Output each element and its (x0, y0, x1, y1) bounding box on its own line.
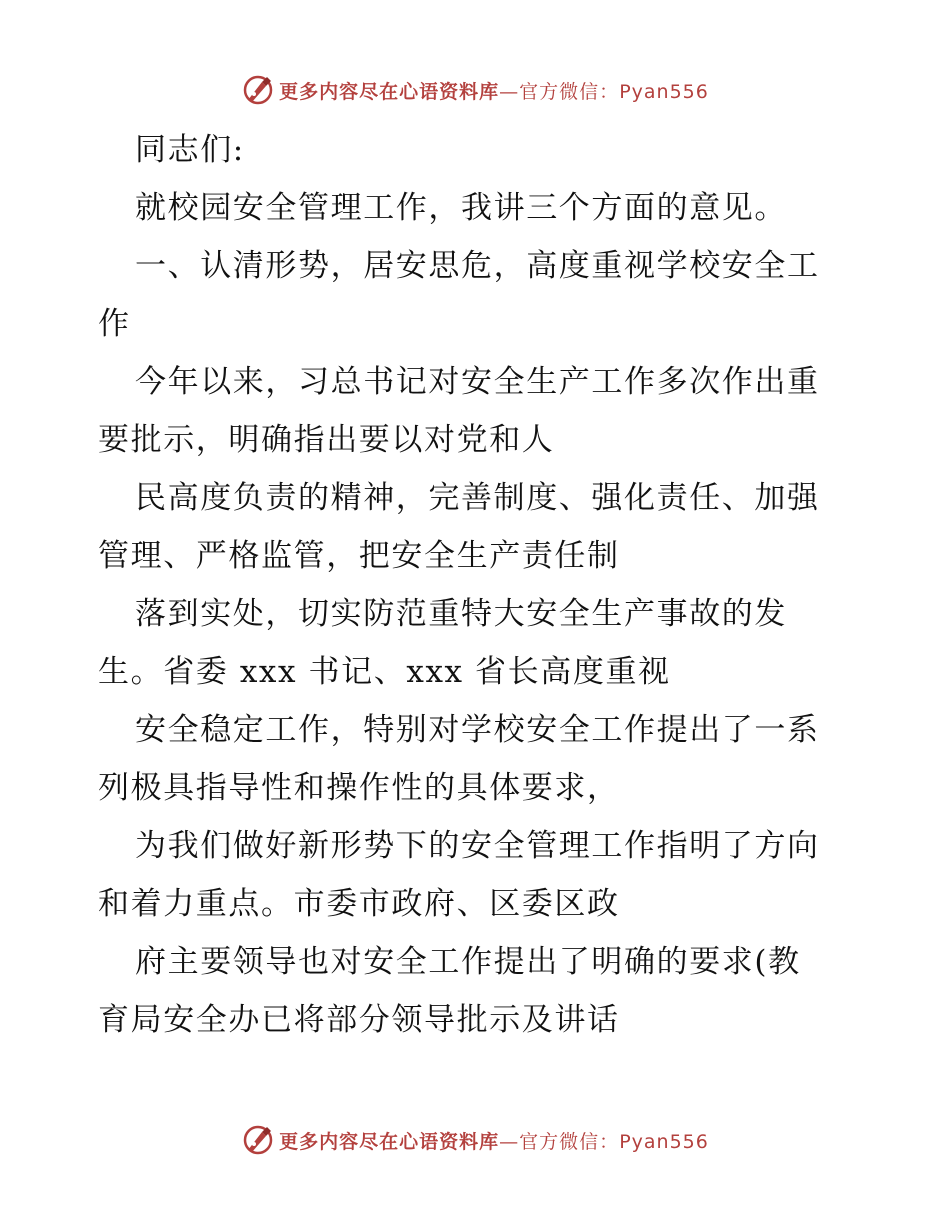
paragraph-line: 和着力重点。市委市政府、区委区政 (98, 886, 620, 922)
paragraph-line: 育局安全办已将部分领导批示及讲话 (98, 1002, 620, 1038)
header-watermark-text: 更多内容尽在心语资料库—官方微信：Pyan556 (279, 80, 709, 103)
footer-watermark-text: 更多内容尽在心语资料库—官方微信：Pyan556 (279, 1130, 709, 1153)
intro-paragraph: 就校园安全管理工作，我讲三个方面的意见。 (135, 190, 787, 226)
salutation: 同志们: (135, 132, 245, 168)
paragraph-line: 府主要领导也对安全工作提出了明确的要求(教 (135, 944, 801, 980)
paragraph-line: 落到实处，切实防范重特大安全生产事故的发 (135, 596, 787, 632)
paragraph-line: 为我们做好新形势下的安全管理工作指明了方向 (135, 828, 820, 864)
paragraph-line: 要批示，明确指出要以对党和人 (98, 422, 555, 458)
paragraph-line: 列极具指导性和操作性的具体要求， (98, 770, 620, 806)
section-heading-1-cont: 作 (98, 306, 131, 342)
paragraph-line: 生。省委 xxx 书记、xxx 省长高度重视 (98, 654, 671, 690)
paragraph-line: 今年以来，习总书记对安全生产工作多次作出重 (135, 364, 820, 400)
paragraph-line: 管理、严格监管，把安全生产责任制 (98, 538, 620, 574)
paragraph-line: 民高度负责的精神，完善制度、强化责任、加强 (135, 480, 820, 516)
section-heading-1: 一、认清形势，居安思危，高度重视学校安全工 (135, 248, 820, 284)
footer-watermark-banner (0, 1120, 950, 1160)
pen-logo-icon (241, 1123, 275, 1157)
paragraph-line: 安全稳定工作，特别对学校安全工作提出了一系 (135, 712, 820, 748)
